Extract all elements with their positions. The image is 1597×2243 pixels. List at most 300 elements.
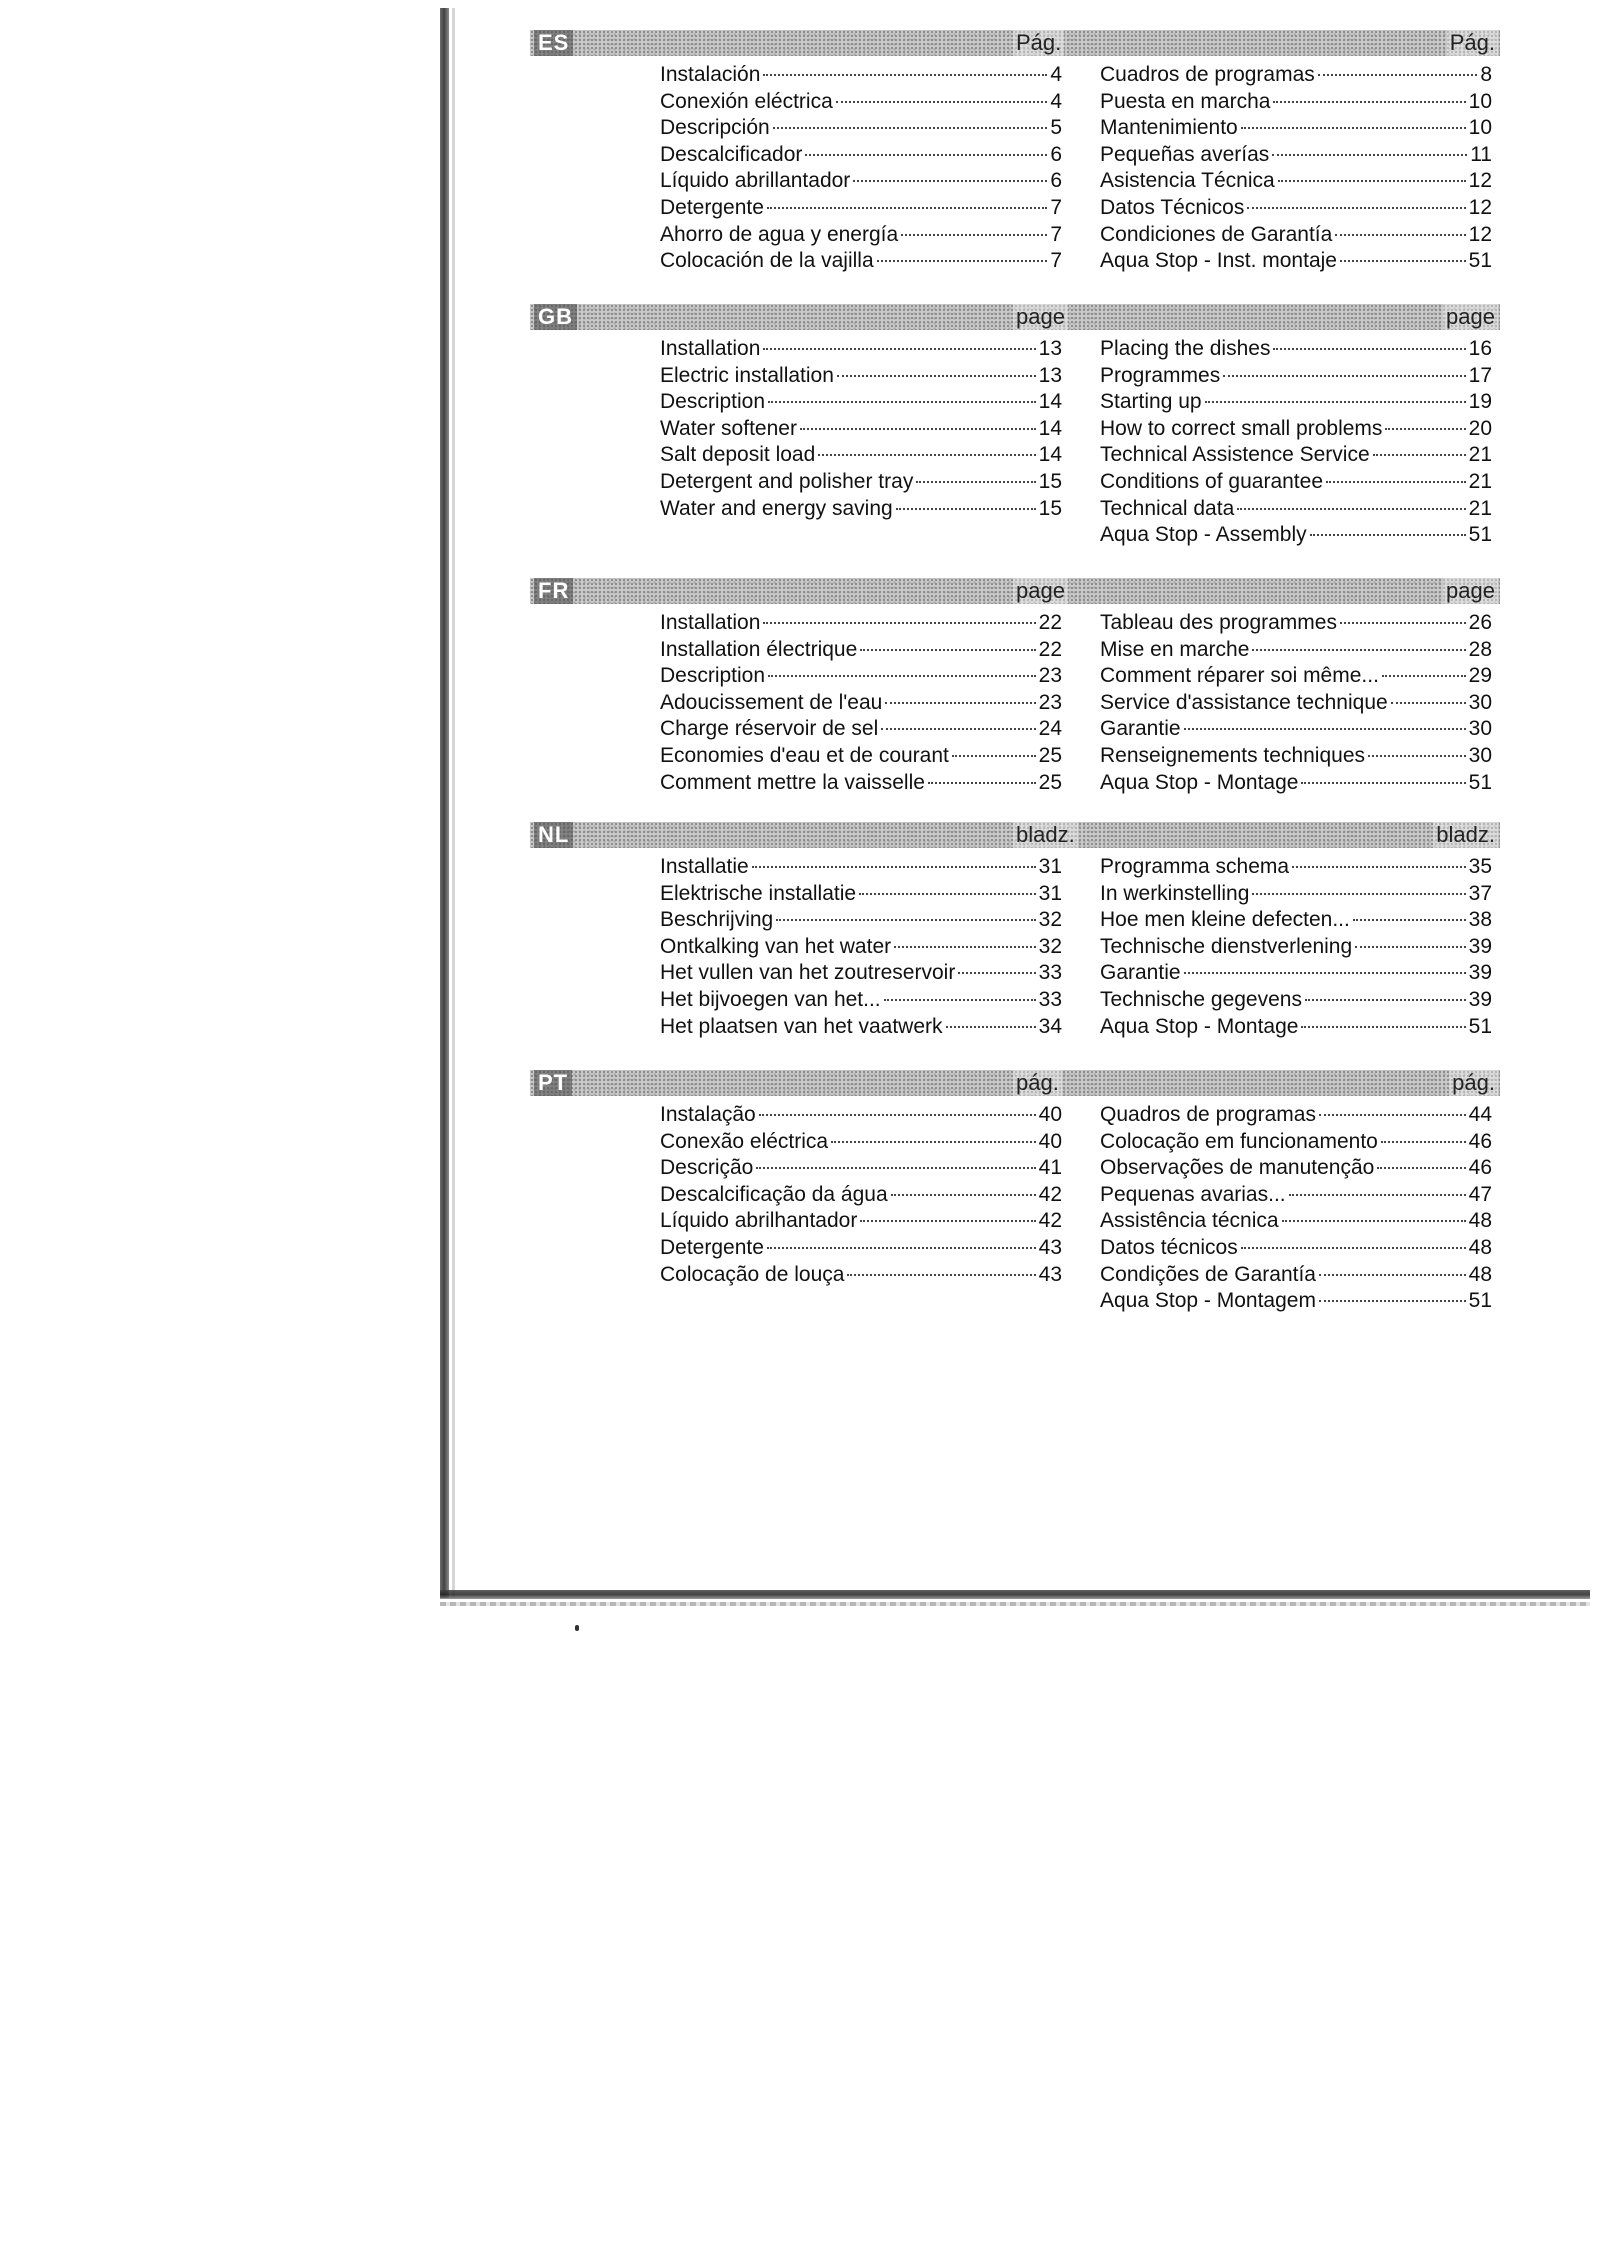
toc-entry <box>1100 960 1492 987</box>
toc-entry-title: Mantenimiento <box>1100 116 1238 140</box>
dot-leader <box>1340 622 1466 624</box>
toc-entry-title: Aqua Stop - Montage <box>1100 770 1299 794</box>
toc-section-es <box>530 30 1500 273</box>
toc-entry-title: Comment mettre la vaisselle <box>660 770 925 794</box>
toc-entry <box>1100 1182 1492 1209</box>
dot-leader <box>1391 702 1466 704</box>
toc-entry-page-number: 48 <box>1468 1262 1492 1286</box>
toc-entry-page-number: 30 <box>1468 690 1492 714</box>
toc-entry-page-number: 6 <box>1050 169 1062 193</box>
language-code: NL <box>534 822 573 848</box>
toc-entry <box>1100 663 1492 690</box>
dot-leader <box>767 1247 1036 1249</box>
toc-entry <box>1100 1155 1492 1182</box>
toc-entry-title: Conditions of guarantee <box>1100 469 1323 493</box>
page-column-label-right: bladz. <box>1433 822 1498 848</box>
toc-entry-title: Installation <box>660 611 761 634</box>
toc-entry-title: Starting up <box>1100 390 1202 414</box>
toc-entry-page-number: 4 <box>1050 63 1062 86</box>
dot-leader <box>1326 481 1466 483</box>
toc-entry <box>660 690 1062 717</box>
toc-entry <box>1100 248 1492 275</box>
dot-leader <box>1292 866 1466 868</box>
toc-entry <box>660 1235 1062 1262</box>
toc-entry-page-number: 16 <box>1468 337 1492 360</box>
toc-entry-page-number: 21 <box>1468 443 1492 467</box>
toc-entry-title: Puesta en marcha <box>1100 89 1271 113</box>
toc-entry <box>1100 336 1492 363</box>
toc-entry-title: Salt deposit load <box>660 443 816 467</box>
scan-page-edge-left <box>440 8 449 1598</box>
dot-leader <box>831 1141 1036 1143</box>
toc-entry-title: Aqua Stop - Montagem <box>1100 1289 1316 1313</box>
toc-entry <box>660 222 1062 249</box>
scan-speck <box>575 1625 579 1631</box>
toc-entry-page-number: 10 <box>1468 89 1492 113</box>
page-column-label-right: page <box>1443 304 1498 330</box>
toc-entry-page-number: 7 <box>1050 249 1062 273</box>
toc-entry-page-number: 13 <box>1038 337 1062 360</box>
toc-entry <box>1100 1262 1492 1289</box>
dot-leader <box>1319 1274 1466 1276</box>
toc-entry-page-number: 25 <box>1038 743 1062 767</box>
toc-entry <box>1100 1235 1492 1262</box>
toc-entry <box>1100 416 1492 443</box>
toc-entry-title: Programmes <box>1100 363 1221 387</box>
dot-leader <box>1237 508 1465 510</box>
toc-entry-page-number: 19 <box>1468 390 1492 414</box>
dot-leader <box>776 919 1035 921</box>
toc-entry-title: Description <box>660 664 766 688</box>
toc-entry-title: Condiciones de Garantía <box>1100 222 1333 246</box>
toc-entry-title: Description <box>660 390 766 414</box>
toc-entry-title: Ontkalking van het water <box>660 934 892 958</box>
toc-entry-title: Charge réservoir de sel <box>660 717 879 741</box>
dot-leader <box>836 101 1048 103</box>
language-code: ES <box>534 30 573 56</box>
toc-entry-title: Assistência técnica <box>1100 1209 1279 1233</box>
page-column-label-left: page <box>1013 304 1068 330</box>
toc-entry <box>1100 442 1492 469</box>
toc-entry <box>1100 690 1492 717</box>
toc-entry <box>1100 987 1492 1014</box>
toc-entry-title: Technische dienstverlening <box>1100 934 1353 958</box>
dot-leader <box>1241 1247 1466 1249</box>
dot-leader <box>877 260 1048 262</box>
toc-entry-page-number: 21 <box>1468 496 1492 520</box>
dot-leader <box>1273 101 1465 103</box>
toc-entry <box>660 770 1062 797</box>
dot-leader <box>800 428 1036 430</box>
toc-entry-page-number: 32 <box>1038 934 1062 958</box>
dot-leader <box>1355 946 1465 948</box>
toc-entry-title: Water and energy saving <box>660 496 893 520</box>
toc-entry-page-number: 28 <box>1468 637 1492 661</box>
toc-entry <box>660 416 1062 443</box>
toc-entry-page-number: 7 <box>1050 222 1062 246</box>
toc-entry <box>1100 881 1492 908</box>
toc-entry-page-number: 33 <box>1038 987 1062 1011</box>
toc-entry <box>1100 770 1492 797</box>
toc-entry <box>660 987 1062 1014</box>
language-code: PT <box>534 1070 572 1096</box>
toc-entry-page-number: 43 <box>1038 1235 1062 1259</box>
dot-leader <box>1272 154 1467 156</box>
toc-entry <box>1100 1014 1492 1041</box>
dot-leader <box>1382 675 1466 677</box>
dot-leader <box>752 866 1036 868</box>
toc-entry <box>1100 363 1492 390</box>
toc-entry <box>660 934 1062 961</box>
toc-entry <box>660 496 1062 523</box>
toc-entry <box>1100 522 1492 549</box>
toc-entry <box>1100 1208 1492 1235</box>
toc-column-left <box>660 1102 1062 1288</box>
toc-entry-title: Garantie <box>1100 961 1181 985</box>
toc-entry-page-number: 38 <box>1468 908 1492 932</box>
toc-entry <box>660 248 1062 275</box>
toc-entry-title: Water softener <box>660 416 797 440</box>
toc-entry-title: Líquido abrilhantador <box>660 1209 858 1233</box>
page-column-label-right: Pág. <box>1447 30 1498 56</box>
page-column-label-right: page <box>1443 578 1498 604</box>
toc-entry-page-number: 40 <box>1038 1129 1062 1153</box>
dot-leader <box>860 1220 1035 1222</box>
dot-leader <box>1223 375 1465 377</box>
toc-entry-page-number: 20 <box>1468 416 1492 440</box>
toc-entry-page-number: 46 <box>1468 1156 1492 1180</box>
toc-entry-title: Detergente <box>660 195 764 219</box>
toc-entry-page-number: 11 <box>1470 142 1492 166</box>
toc-entry-title: Descalcificação da água <box>660 1182 888 1206</box>
toc-entry-page-number: 30 <box>1468 743 1492 767</box>
toc-column-left <box>660 62 1062 275</box>
dot-leader <box>894 946 1036 948</box>
toc-entry-title: Instalación <box>660 63 761 86</box>
dot-leader <box>805 154 1047 156</box>
toc-entry-page-number: 31 <box>1038 881 1062 905</box>
toc-entry <box>660 389 1062 416</box>
toc-entry-page-number: 33 <box>1038 961 1062 985</box>
toc-column-right <box>1100 336 1492 549</box>
dot-leader <box>763 622 1035 624</box>
toc-entry <box>1100 89 1492 116</box>
toc-entry <box>660 1155 1062 1182</box>
dot-leader <box>881 728 1035 730</box>
toc-entry-page-number: 14 <box>1038 390 1062 414</box>
toc-entry-title: Placing the dishes <box>1100 337 1271 360</box>
dot-leader <box>1184 972 1466 974</box>
dot-leader <box>860 649 1035 651</box>
toc-entry-title: Quadros de programas <box>1100 1103 1316 1126</box>
toc-entry-title: Installation <box>660 337 761 360</box>
dot-leader <box>901 234 1047 236</box>
toc-entry <box>660 637 1062 664</box>
toc-entry-page-number: 30 <box>1468 717 1492 741</box>
toc-entry-page-number: 44 <box>1468 1103 1492 1126</box>
toc-entry-page-number: 4 <box>1050 89 1062 113</box>
toc-entry-page-number: 10 <box>1468 116 1492 140</box>
dot-leader <box>1184 728 1466 730</box>
toc-entry-page-number: 51 <box>1468 523 1492 547</box>
toc-entry-title: In werkinstelling <box>1100 881 1250 905</box>
toc-entry-page-number: 23 <box>1038 664 1062 688</box>
toc-entry-page-number: 12 <box>1468 195 1492 219</box>
toc-entry-page-number: 39 <box>1468 934 1492 958</box>
toc-column-right <box>1100 610 1492 796</box>
toc-entry-title: Programma schema <box>1100 855 1290 878</box>
toc-entry-title: Colocación de la vajilla <box>660 249 874 273</box>
dot-leader <box>1310 534 1466 536</box>
toc-entry-title: Garantie <box>1100 717 1181 741</box>
toc-entry-title: Conexión eléctrica <box>660 89 833 113</box>
toc-entry <box>660 442 1062 469</box>
dot-leader <box>1353 919 1466 921</box>
toc-entry <box>660 610 1062 637</box>
toc-entry-title: Elektrische installatie <box>660 881 857 905</box>
toc-entry <box>1100 1129 1492 1156</box>
section-header-bar <box>530 1070 1500 1096</box>
toc-entry <box>660 716 1062 743</box>
dot-leader <box>958 972 1035 974</box>
toc-entry-page-number: 48 <box>1468 1235 1492 1259</box>
dot-leader <box>1335 234 1465 236</box>
toc-entry-title: Ahorro de agua y energía <box>660 222 899 246</box>
toc-entry <box>660 854 1062 881</box>
dot-leader <box>859 893 1036 895</box>
toc-entry <box>660 142 1062 169</box>
scan-page-edge-bottom <box>440 1590 1590 1599</box>
dot-leader <box>773 127 1048 129</box>
toc-entry <box>660 89 1062 116</box>
toc-entry <box>660 62 1062 89</box>
toc-entry <box>1100 142 1492 169</box>
page-column-label-left: bladz. <box>1013 822 1078 848</box>
toc-entry-page-number: 21 <box>1468 469 1492 493</box>
dot-leader <box>1381 1141 1466 1143</box>
dot-leader <box>946 1026 1036 1028</box>
dot-leader <box>837 375 1036 377</box>
toc-entry <box>660 1102 1062 1129</box>
toc-entry-page-number: 14 <box>1038 416 1062 440</box>
toc-entry <box>1100 854 1492 881</box>
dot-leader <box>1319 1300 1466 1302</box>
toc-entry-title: Asistencia Técnica <box>1100 169 1275 193</box>
toc-entry <box>1100 222 1492 249</box>
dot-leader <box>916 481 1035 483</box>
toc-entry-page-number: 51 <box>1468 1289 1492 1313</box>
toc-entry-page-number: 51 <box>1468 770 1492 794</box>
toc-entry-page-number: 39 <box>1468 961 1492 985</box>
toc-entry <box>1100 195 1492 222</box>
toc-entry-page-number: 23 <box>1038 690 1062 714</box>
toc-entry-page-number: 32 <box>1038 908 1062 932</box>
page-column-label-left: Pág. <box>1013 30 1064 56</box>
toc-entry-page-number: 22 <box>1038 637 1062 661</box>
toc-entry-page-number: 26 <box>1468 611 1492 634</box>
dot-leader <box>853 180 1047 182</box>
toc-entry-page-number: 12 <box>1468 169 1492 193</box>
toc-entry-title: Het bijvoegen van het... <box>660 987 881 1011</box>
dot-leader <box>1247 207 1465 209</box>
toc-entry-title: Beschrijving <box>660 908 774 932</box>
toc-entry <box>1100 115 1492 142</box>
toc-section-gb <box>530 304 1500 547</box>
dot-leader <box>928 782 1036 784</box>
toc-entry-title: Cuadros de programas <box>1100 63 1315 86</box>
toc-entry-title: Condições de Garantía <box>1100 1262 1316 1286</box>
section-header-bar <box>530 304 1500 330</box>
toc-entry-page-number: 6 <box>1050 142 1062 166</box>
toc-entry <box>660 1014 1062 1041</box>
toc-entry <box>1100 62 1492 89</box>
dot-leader <box>768 401 1036 403</box>
toc-entry-page-number: 24 <box>1038 717 1062 741</box>
dot-leader <box>1340 260 1466 262</box>
dot-leader <box>1301 1026 1465 1028</box>
toc-entry-title: Comment réparer soi même... <box>1100 664 1379 688</box>
dot-leader <box>885 702 1035 704</box>
toc-entry <box>1100 469 1492 496</box>
toc-entry-page-number: 39 <box>1468 987 1492 1011</box>
toc-entry-title: Aqua Stop - Montage <box>1100 1014 1299 1038</box>
toc-entry-title: Colocação em funcionamento <box>1100 1129 1378 1153</box>
toc-entry-page-number: 12 <box>1468 222 1492 246</box>
toc-entry-page-number: 42 <box>1038 1209 1062 1233</box>
toc-entry-title: Service d'assistance technique <box>1100 690 1388 714</box>
toc-entry <box>660 336 1062 363</box>
toc-entry-title: Het plaatsen van het vaatwerk <box>660 1014 943 1038</box>
language-code: FR <box>534 578 573 604</box>
section-header-bar <box>530 822 1500 848</box>
dot-leader <box>1377 1167 1465 1169</box>
toc-entry-page-number: 13 <box>1038 363 1062 387</box>
dot-leader <box>1282 1220 1466 1222</box>
page-column-label-left: page <box>1013 578 1068 604</box>
toc-entry-title: How to correct small problems <box>1100 416 1383 440</box>
dot-leader <box>756 1167 1035 1169</box>
dot-leader <box>891 1194 1036 1196</box>
toc-entry-title: Descripción <box>660 116 770 140</box>
page-column-label-left: pág. <box>1013 1070 1062 1096</box>
dot-leader <box>818 454 1035 456</box>
toc-entry <box>660 168 1062 195</box>
toc-column-left <box>660 336 1062 522</box>
dot-leader <box>1318 74 1478 76</box>
toc-entry <box>1100 637 1492 664</box>
dot-leader <box>768 675 1036 677</box>
toc-entry-title: Hoe men kleine defecten... <box>1100 908 1350 932</box>
toc-entry-page-number: 48 <box>1468 1209 1492 1233</box>
toc-entry-page-number: 14 <box>1038 443 1062 467</box>
toc-entry-title: Descrição <box>660 1156 754 1180</box>
toc-entry-page-number: 51 <box>1468 249 1492 273</box>
dot-leader <box>1278 180 1466 182</box>
toc-entry-title: Datos Técnicos <box>1100 195 1245 219</box>
toc-entry <box>660 363 1062 390</box>
toc-entry-title: Instalação <box>660 1103 756 1126</box>
dot-leader <box>1373 454 1466 456</box>
toc-section-pt <box>530 1070 1500 1313</box>
toc-entry-title: Technische gegevens <box>1100 987 1302 1011</box>
toc-entry <box>1100 1288 1492 1315</box>
dot-leader <box>896 508 1036 510</box>
toc-entry-page-number: 17 <box>1468 363 1492 387</box>
toc-entry-title: Observações de manutenção <box>1100 1156 1375 1180</box>
dot-leader <box>1301 782 1465 784</box>
dot-leader <box>1273 348 1465 350</box>
toc-entry-title: Pequeñas averías <box>1100 142 1270 166</box>
toc-column-right <box>1100 62 1492 275</box>
toc-entry-page-number: 47 <box>1468 1182 1492 1206</box>
language-code: GB <box>534 304 577 330</box>
toc-entry-title: Technical data <box>1100 496 1235 520</box>
toc-entry <box>660 115 1062 142</box>
toc-section-nl <box>530 822 1500 1038</box>
toc-entry <box>660 469 1062 496</box>
toc-entry <box>1100 716 1492 743</box>
toc-entry-page-number: 7 <box>1050 195 1062 219</box>
toc-entry <box>1100 934 1492 961</box>
toc-section-fr <box>530 578 1500 794</box>
toc-entry <box>660 907 1062 934</box>
toc-entry <box>660 1129 1062 1156</box>
toc-entry <box>1100 496 1492 523</box>
toc-entry <box>1100 389 1492 416</box>
toc-entry-title: Detergente <box>660 1235 764 1259</box>
dot-leader <box>763 74 1047 76</box>
dot-leader <box>767 207 1047 209</box>
toc-entry-title: Aqua Stop - Assembly <box>1100 523 1307 547</box>
toc-entry-page-number: 41 <box>1038 1156 1062 1180</box>
section-header-bar <box>530 30 1500 56</box>
toc-entry <box>660 195 1062 222</box>
page-column-label-right: pág. <box>1449 1070 1498 1096</box>
toc-entry-title: Líquido abrillantador <box>660 169 851 193</box>
dot-leader <box>763 348 1035 350</box>
toc-column-right <box>1100 854 1492 1040</box>
toc-entry <box>660 1262 1062 1289</box>
toc-entry <box>660 1208 1062 1235</box>
dot-leader <box>1289 1194 1466 1196</box>
toc-entry <box>1100 743 1492 770</box>
toc-entry-page-number: 35 <box>1468 855 1492 878</box>
dot-leader <box>1252 893 1465 895</box>
toc-entry <box>1100 907 1492 934</box>
toc-entry-title: Adoucissement de l'eau <box>660 690 883 714</box>
toc-entry-page-number: 43 <box>1038 1262 1062 1286</box>
dot-leader <box>759 1114 1036 1116</box>
toc-entry-page-number: 22 <box>1038 611 1062 634</box>
toc-entry-title: Aqua Stop - Inst. montaje <box>1100 249 1337 273</box>
dot-leader <box>884 999 1036 1001</box>
toc-entry-title: Descalcificador <box>660 142 803 166</box>
toc-entry-title: Het vullen van het zoutreservoir <box>660 961 956 985</box>
toc-entry-title: Electric installation <box>660 363 834 387</box>
toc-entry-page-number: 15 <box>1038 496 1062 520</box>
dot-leader <box>1241 127 1466 129</box>
toc-entry-page-number: 46 <box>1468 1129 1492 1153</box>
dot-leader <box>1305 999 1466 1001</box>
toc-entry-title: Installatie <box>660 855 749 878</box>
toc-entry-title: Technical Assistence Service <box>1100 443 1370 467</box>
dot-leader <box>1368 755 1466 757</box>
toc-entry-title: Mise en marche <box>1100 637 1250 661</box>
toc-entry <box>660 960 1062 987</box>
toc-entry-page-number: 8 <box>1480 63 1492 86</box>
toc-entry-page-number: 40 <box>1038 1103 1062 1126</box>
toc-entry-page-number: 37 <box>1468 881 1492 905</box>
